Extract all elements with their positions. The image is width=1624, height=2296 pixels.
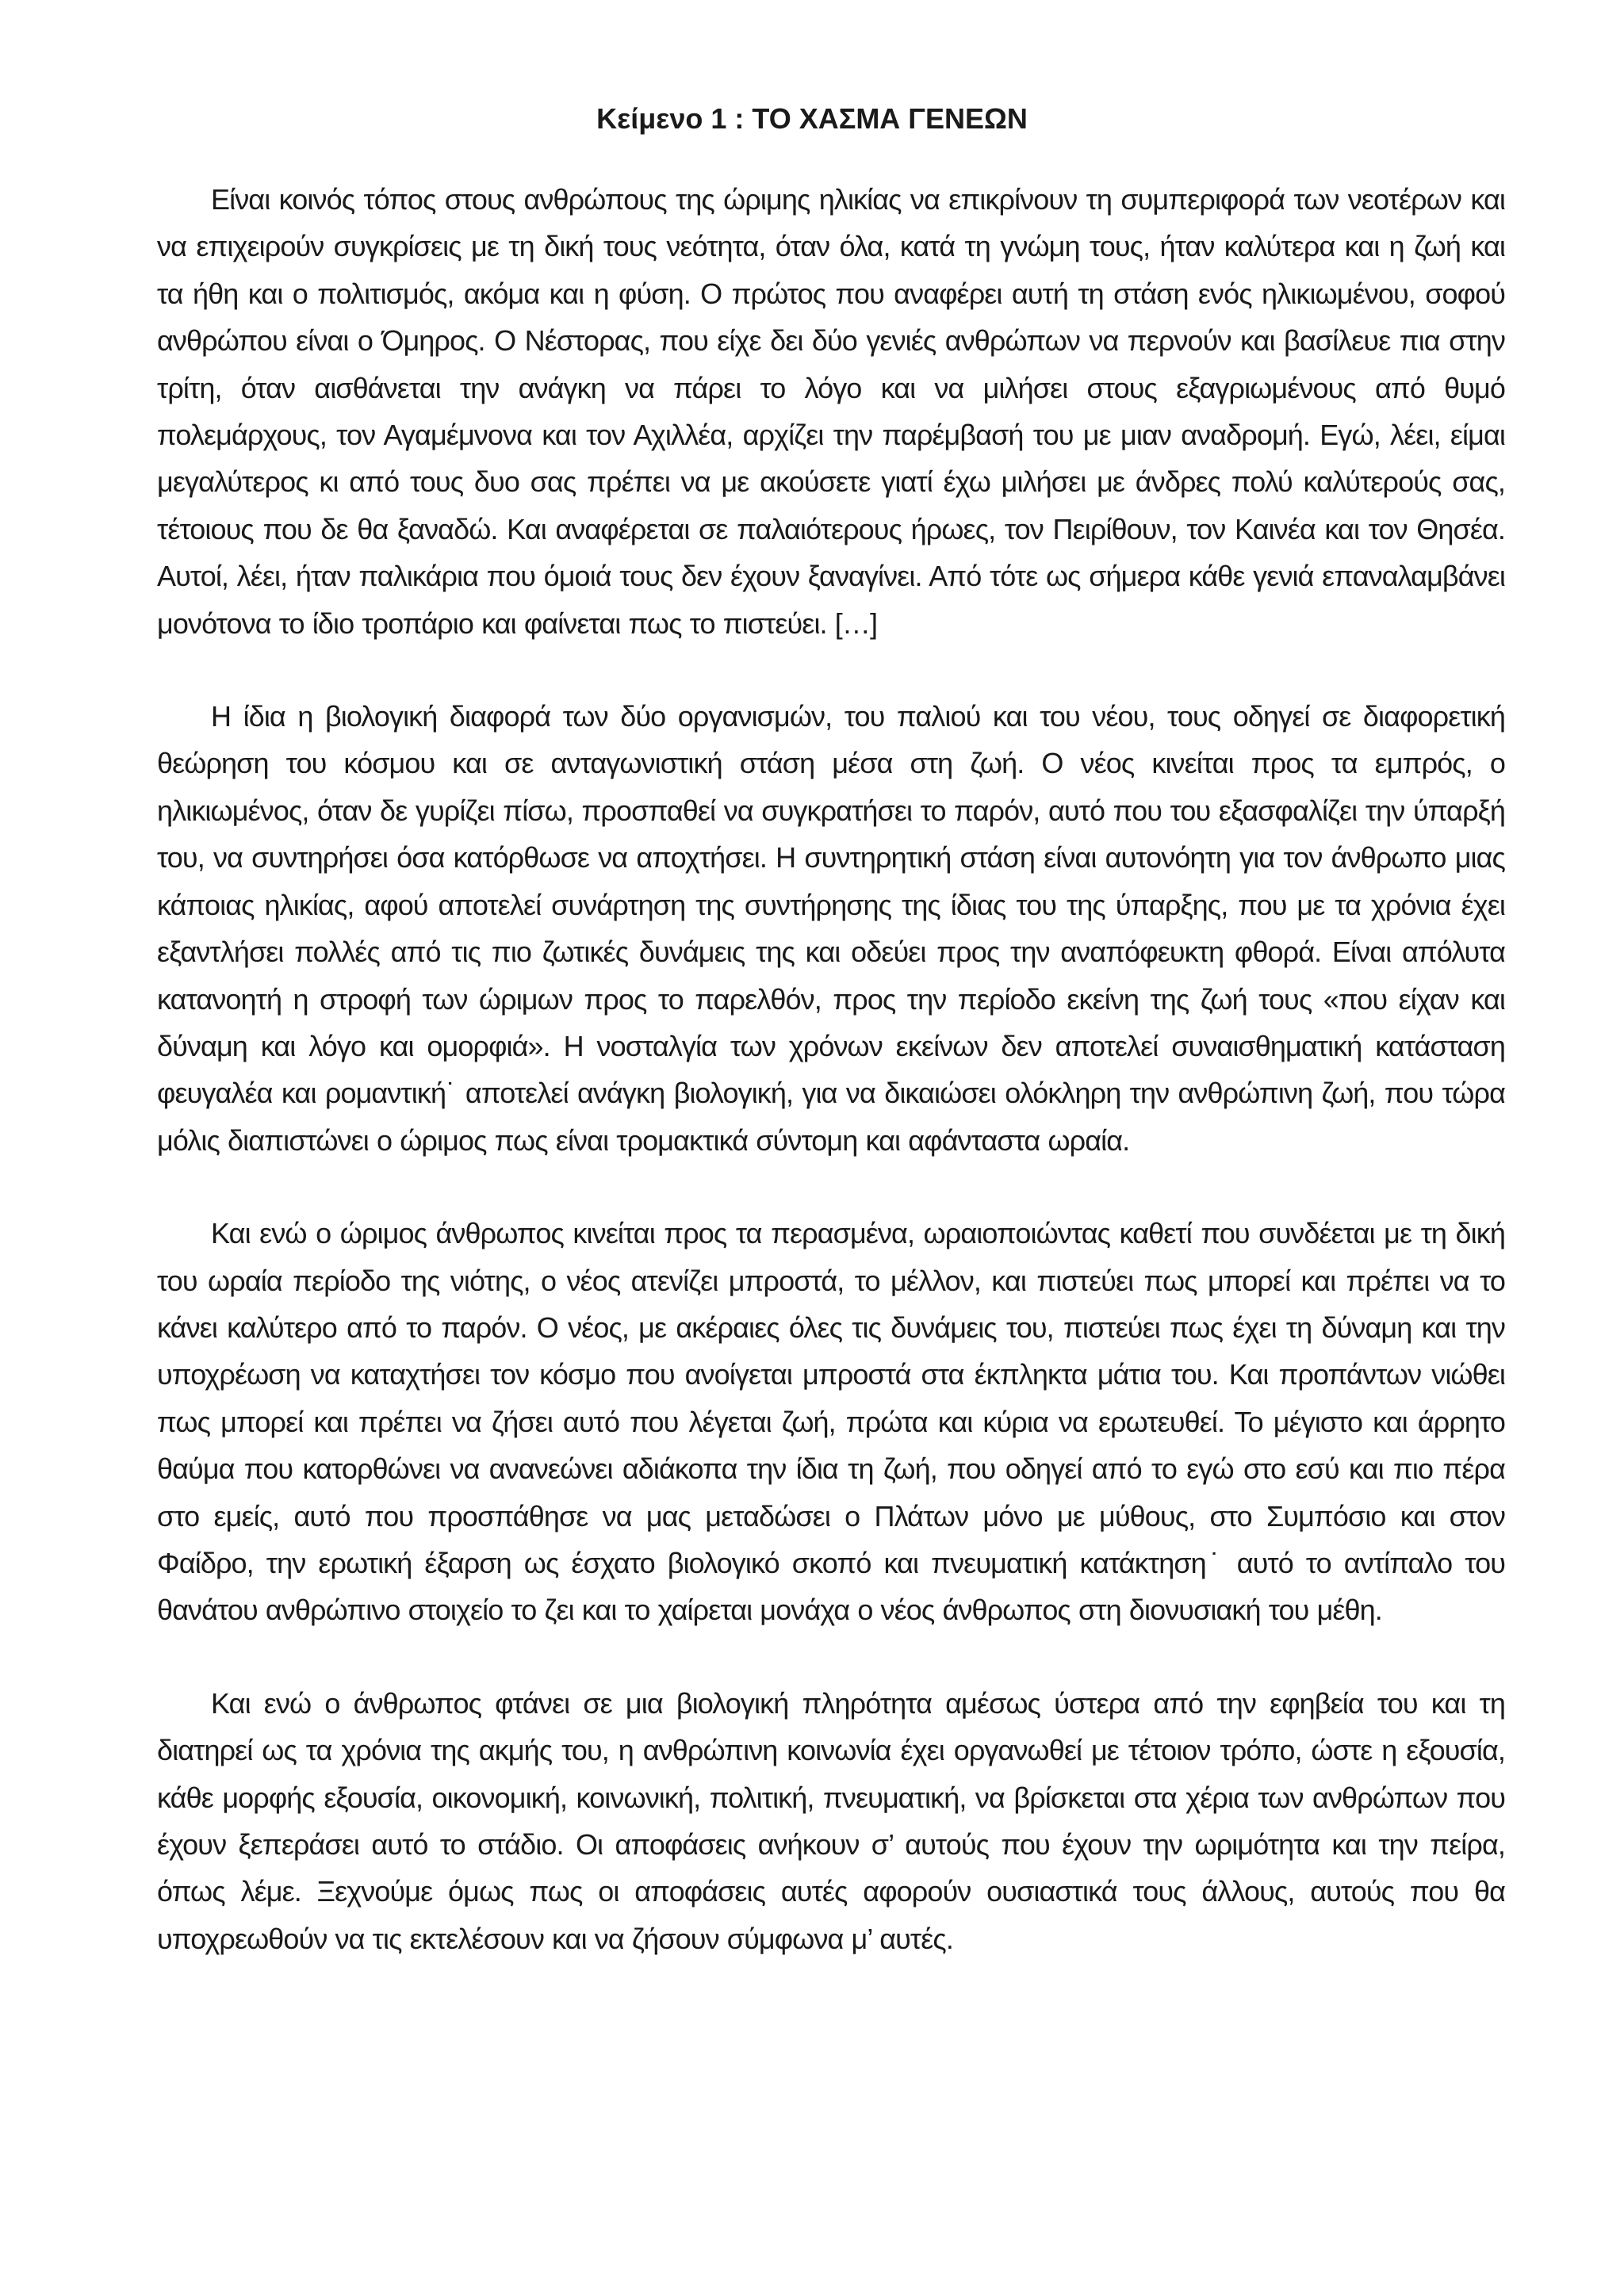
document-title: Κείμενο 1 : ΤΟ ΧΑΣΜΑ ΓΕΝΕΩΝ <box>596 102 1028 135</box>
paragraph-3: Και ενώ ο ώριμος άνθρωπος κινείται προς τα περασμένα, ωραιοποιώντας καθετί που συνδέεται με τη δική του ωραία περίοδο της νιότης, ο νέος ατενίζει μπροστά, το μέλλον, και πιστεύει πως μπορεί και πρέπει να το κάνει καλύτερο από το παρόν. Ο νέος, με ακέραιες όλες τις δυνάμεις του, πιστεύει πως έχει τη δύναμη και την υποχρέωση να καταχτήσει τον κόσμο που ανοίγεται μπροστά στα έκπληκτα μάτια του. Και προπάντων νιώθει πως μπορεί και πρέπει να ζήσει αυτό που λέγεται ζωή, πρώτα και κύρια να ερωτευθεί. Το μέγιστο και άρρητο θαύμα που κατορθώνει να ανανεώνει αδιάκοπα την ίδια τη ζωή, που οδηγεί από το εγώ στο εσύ και πιο πέρα στο εμείς, αυτό που προσπάθησε να μας μεταδώσει ο Πλάτων μόνο με μύθους, στο Συμπόσιο και στον Φαίδρο, την ερωτική έξαρση ως έσχατο βιολογικό σκοπό και πνευματική κατάκτηση˙ αυτό το αντίπαλο του θανάτου ανθρώπινο στοιχείο το ζει και το χαίρεται μονάχα ο νέος άνθρωπος στη διονυσιακή του μέθη. <box>157 1217 1505 1627</box>
document-body <box>157 176 1505 2008</box>
paragraph-2: Η ίδια η βιολογική διαφορά των δύο οργανισμών, του παλιού και του νέου, τους οδηγεί σε διαφορετική θεώρηση του κόσμου και σε ανταγωνιστική στάση μέσα στη ζωή. Ο νέος κινείται προς τα εμπρός, ο ηλικιωμένος, όταν δε γυρίζει πίσω, προσπαθεί να συγκρατήσει το παρόν, αυτό που του εξασφαλίζει την ύπαρξή του, να συντηρήσει όσα κατόρθωσε να αποχτήσει. Η συντηρητική στάση είναι αυτονόητη για τον άνθρωπο μιας κάποιας ηλικίας, αφού αποτελεί συνάρτηση της συντήρησης της ίδιας του της ύπαρξης, που με τα χρόνια έχει εξαντλήσει πολλές από τις πιο ζωτικές δυνάμεις της και οδεύει προς την αναπόφευκτη φθορά. Είναι απόλυτα κατανοητή η στροφή των ώριμων προς το παρελθόν, προς την περίοδο εκείνη της ζωή τους «που είχαν και δύναμη και λόγο και ομορφιά». Η νοσταλγία των χρόνων εκείνων δεν αποτελεί συναισθηματική κατάσταση φευγαλέα και ρομαντική˙ αποτελεί ανάγκη βιολογική, για να δικαιώσει ολόκληρη την ανθρώπινη ζωή, που τώρα μόλις διαπιστώνει ο ώριμος πως είναι τρομακτικά σύντομη και αφάνταστα ωραία. <box>157 700 1505 1157</box>
paragraph-1: Είναι κοινός τόπος στους ανθρώπους της ώριμης ηλικίας να επικρίνουν τη συμπεριφορά των νεοτέρων και να επιχειρούν συγκρίσεις με τη δική τους νεότητα, όταν όλα, κατά τη γνώμη τους, ήταν καλύτερα και η ζωή και τα ήθη και ο πολιτισμός, ακόμα και η φύση. Ο πρώτος που αναφέρει αυτή τη στάση ενός ηλικιωμένου, σοφού ανθρώπου είναι ο Όμηρος. Ο Νέστορας, που είχε δει δύο γενιές ανθρώπων να περνούν και βασίλευε πια στην τρίτη, όταν αισθάνεται την ανάγκη να πάρει το λόγο και να μιλήσει στους εξαγριωμένους από θυμό πολεμάρχους, τον Αγαμέμνονα και τον Αχιλλέα, αρχίζει την παρέμβασή του με μιαν αναδρομή. Εγώ, λέει, είμαι μεγαλύτερος κι από τους δυο σας πρέπει να με ακούσετε γιατί έχω μιλήσει με άνδρες πολύ καλύτερούς σας, τέτοιους που δε θα ξαναδώ. Και αναφέρεται σε παλαιότερους ήρωες, τον Πειρίθουν, τον Καινέα και τον Θησέα. Αυτοί, λέει, ήταν παλικάρια που όμοιά τους δεν έχουν ξαναγίνει. Από τότε ως σήμερα κάθε γενιά επαναλαμβάνει μονότονα το ίδιο τροπάριο και φαίνεται πως το πιστεύει. […] <box>157 183 1505 640</box>
paragraph-4: Και ενώ ο άνθρωπος φτάνει σε μια βιολογική πληρότητα αμέσως ύστερα από την εφηβεία του και τη διατηρεί ως τα χρόνια της ακμής του, η ανθρώπινη κοινωνία έχει οργανωθεί με τέτοιον τρόπο, ώστε η εξουσία, κάθε μορφής εξουσία, οικονομική, κοινωνική, πολιτική, πνευματική, να βρίσκεται στα χέρια των ανθρώπων που έχουν ξεπεράσει αυτό το στάδιο. Οι αποφάσεις ανήκουν σ’ αυτούς που έχουν την ωριμότητα και την πείρα, όπως λέμε. Ξεχνούμε όμως πως οι αποφάσεις αυτές αφορούν ουσιαστικά τους άλλους, αυτούς που θα υποχρεωθούν να τις εκτελέσουν και να ζήσουν σύμφωνα μ’ αυτές. <box>157 1686 1505 1955</box>
